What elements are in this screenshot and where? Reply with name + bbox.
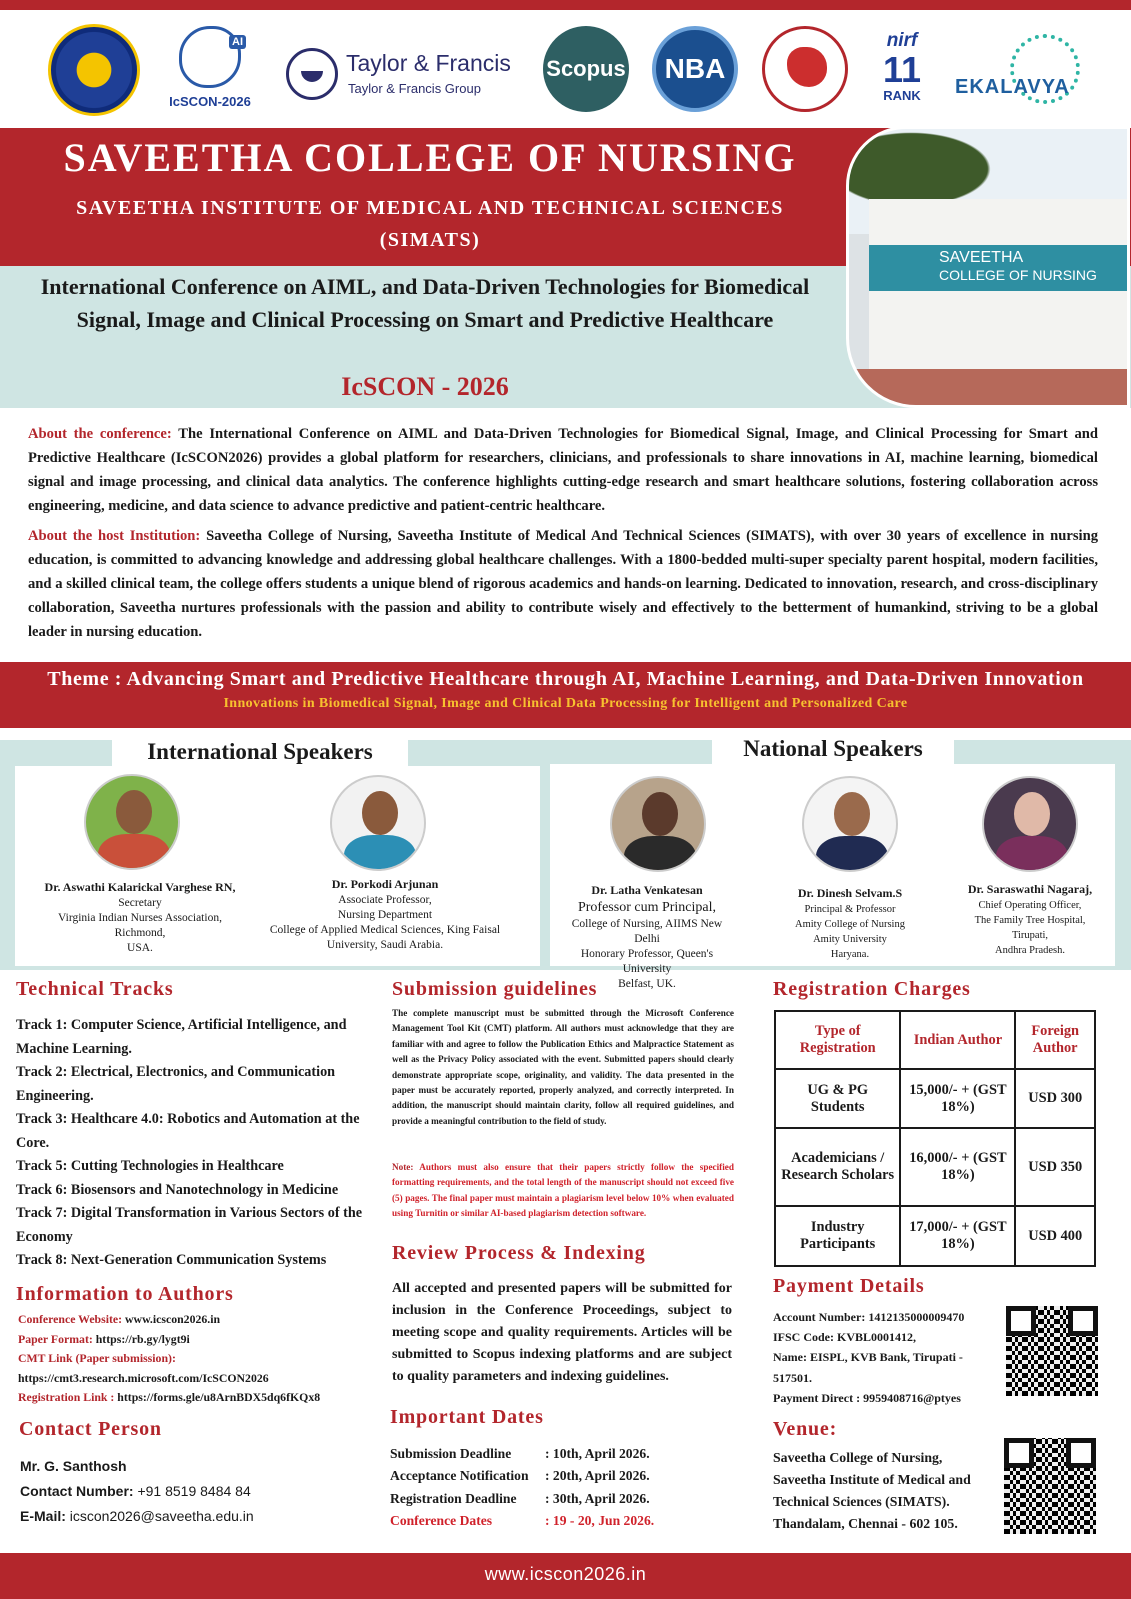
head-shape [362, 791, 398, 835]
body-shape [816, 836, 888, 872]
top-accent-bar [0, 0, 1131, 10]
head-shape [642, 792, 678, 836]
speaker-line: The Family Tree Hospital, [974, 915, 1086, 926]
speaker-line: Andhra Pradesh. [995, 945, 1065, 956]
note-text: Authors must also ensure that their papers strictly follow the specified formatting requirements, and the total length of the manuscript should not exceed five (5) pages. The final paper must maintain a plagiarism level below 10% when evaluated using Turnitin or similar AI-based plagiarism detection software. [392, 1162, 734, 1219]
institute-line-1: SAVEETHA INSTITUTE OF MEDICAL AND TECHNICAL SCIENCES [76, 197, 784, 219]
sign-line-1: SAVEETHA [939, 249, 1024, 266]
speaker-photo [802, 776, 898, 872]
speaker-name: Dr. Dinesh Selvam.S [797, 886, 903, 900]
head-shape [834, 792, 870, 836]
speaker-line: Belfast, UK. [618, 978, 676, 990]
authors-title: Information to Authors [16, 1283, 234, 1305]
head-shape [1014, 792, 1050, 836]
date-value: : 30th, April 2026. [545, 1490, 650, 1506]
speaker-card [562, 883, 732, 992]
payment-details [773, 1307, 995, 1408]
registration-cell: USD 350 [1015, 1128, 1095, 1206]
speaker-name: Dr. Saraswathi Nagaraj, [967, 882, 1093, 896]
dates-title: Important Dates [390, 1406, 544, 1428]
contact-title: Contact Person [19, 1418, 162, 1440]
date-value: : 10th, April 2026. [545, 1446, 650, 1461]
registration-cell: 15,000/- + (GST 18%) [900, 1069, 1015, 1128]
logo-row [0, 10, 1131, 128]
note-label: Note: [392, 1162, 414, 1172]
speaker-line: Honorary Professor, Queen's University [580, 948, 714, 975]
speaker-line: USA. [127, 942, 153, 954]
building-sign [869, 245, 1130, 291]
tracks-title: Technical Tracks [16, 978, 174, 1000]
national-speakers-title: National Speakers [712, 733, 954, 765]
speaker-photo [84, 774, 180, 870]
track-item: Track 2: Electrical, Electronics, and Communication Engineering. [16, 1064, 336, 1104]
brain-icon [179, 26, 241, 88]
format-row [18, 1330, 378, 1350]
tracks-list [16, 1014, 368, 1273]
nirf-rank: 11 [882, 49, 922, 90]
ekalavya-label: EKALAVYA [955, 76, 1070, 98]
speaker-line: Amity University [813, 934, 887, 945]
registration-row [18, 1388, 378, 1408]
speaker-line: Principal & Professor [804, 904, 896, 915]
contact-block [20, 1454, 380, 1529]
sign-line-2: COLLEGE OF NURSING [939, 267, 1097, 283]
scopus-logo: Scopus [543, 26, 629, 112]
date-value: : 20th, April 2026. [545, 1468, 650, 1484]
date-row [390, 1510, 740, 1532]
speaker-photo [610, 776, 706, 872]
contact-email-label: E-Mail: [20, 1508, 66, 1524]
date-label: Acceptance Notification [390, 1468, 529, 1484]
body-shape [996, 836, 1068, 872]
speaker-line: Virginia Indian Nurses Association, [58, 912, 222, 924]
institute-line-2: (SIMATS) [379, 229, 481, 251]
conference-acronym: IcSCON - 2026 [341, 372, 509, 401]
track-item: Track 1: Computer Science, Artificial Intelligence, and Machine Learning. [16, 1017, 347, 1057]
payment-name: Name: EISPL, KVB Bank, Tirupati - 517501. [773, 1350, 963, 1385]
contact-name: Mr. G. Santhosh [20, 1458, 127, 1474]
registration-cell: USD 300 [1015, 1069, 1095, 1128]
date-label: Submission Deadline [390, 1446, 512, 1461]
payment-title: Payment Details [773, 1275, 925, 1297]
date-row [390, 1465, 740, 1487]
registration-row [775, 1206, 1095, 1266]
venue-text: Saveetha College of Nursing, Saveetha Institute of Medical and Technical Sciences (SIMATS). Thandalam, Chennai - 602 105. [773, 1450, 971, 1531]
institute-name [0, 192, 860, 256]
tf-name: Taylor & Francis [346, 50, 511, 76]
theme-title: Theme : Advancing Smart and Predictive Healthcare through AI, Machine Learning, and Data-Driven Innovation [47, 668, 1084, 690]
date-label: Registration Deadline [390, 1490, 517, 1506]
payment-account: Account Number: 1412135000009470 [773, 1310, 965, 1324]
cmt-link[interactable]: https://cmt3.research.microsoft.com/IcSCON2026 [18, 1370, 269, 1385]
payment-qr-code[interactable] [1006, 1306, 1098, 1396]
building-shape [869, 199, 1130, 389]
about-conference [28, 422, 1098, 518]
review-title: Review Process & Indexing [392, 1242, 646, 1264]
track-item: Track 3: Healthcare 4.0: Robotics and Automation at the Core. [16, 1111, 360, 1151]
head-shape [116, 790, 152, 834]
registration-header: Indian Author [900, 1011, 1015, 1069]
registration-cell: USD 400 [1015, 1206, 1095, 1266]
about-host [28, 524, 1098, 644]
review-text: All accepted and presented papers will be submitted for inclusion in the Conference Proceedings, subject to meeting scope and quality requirements. Articles will be submitted to Scopus indexing platforms and are subject to quality parameters and indexing guidelines. [392, 1281, 732, 1384]
registration-cell: Academicians / Research Scholars [775, 1128, 900, 1206]
dates-table [390, 1443, 740, 1532]
speaker-line: Secretary [118, 897, 162, 909]
website-row [18, 1310, 378, 1330]
about-host-text: Saveetha College of Nursing, Saveetha Institute of Medical And Technical Sciences (SIMATS), with over 30 years of excellence in nursing education, is committed to advancing knowledge and addressing global healthcare challenges. With a 1800-bedded multi-super specialty parent hospital, modern facilities, and a skilled clinical team, the college offers students a unique blend of rigorous academics and hands-on learning. Dedicated to innovation, research, and cross-disciplinary collaboration, Saveetha nurtures professionals with the passion and ability to contribute wisely and effectively to the betterment of humankind, striving to be a global leader in nursing education. [28, 528, 1098, 640]
nba-logo: NBA [652, 26, 738, 112]
nirf-rank-label: RANK [883, 88, 921, 103]
body-shape [624, 836, 696, 872]
naac-logo [762, 26, 848, 112]
speaker-line: College of Nursing, AIIMS New Delhi [571, 918, 723, 945]
road-shape [849, 369, 1130, 408]
international-speakers-title: International Speakers [112, 736, 408, 768]
college-name: SAVEETHA COLLEGE OF NURSING [63, 135, 797, 180]
registration-cell: 16,000/- + (GST 18%) [900, 1128, 1015, 1206]
ekalavya-logo [955, 34, 1095, 114]
theme-banner [0, 662, 1131, 728]
date-label: Conference Dates [390, 1512, 493, 1528]
registration-label: Registration Link : [18, 1390, 115, 1404]
registration-cell: Industry Participants [775, 1206, 900, 1266]
speaker-photo [330, 775, 426, 871]
nirf-label: nirf [886, 30, 918, 51]
nirf-logo [872, 30, 932, 114]
date-row [390, 1443, 740, 1465]
about-conference-label: About the conference: [28, 426, 172, 442]
format-link[interactable]: https://rb.gy/lygt9i [92, 1331, 190, 1346]
track-item: Track 8: Next-Generation Communication Systems [16, 1252, 327, 1268]
website-label: Conference Website: [18, 1312, 123, 1326]
contact-number[interactable]: +91 8519 8484 84 [133, 1483, 251, 1499]
registration-row [775, 1069, 1095, 1128]
registration-cell: 17,000/- + (GST 18%) [900, 1206, 1015, 1266]
speaker-photo [982, 776, 1078, 872]
submission-title: Submission guidelines [392, 978, 598, 1000]
speaker-card [262, 877, 508, 953]
speaker-line: Professor cum Principal, [577, 900, 717, 915]
conference-title: International Conference on AIML, and Data-Driven Technologies for Biomedical Signal, Image and Clinical Processing on Smart and Predictive Healthcare [40, 274, 810, 332]
speaker-line: Associate Professor, [338, 894, 432, 906]
taylor-francis-logo [286, 44, 516, 104]
track-item: Track 5: Cutting Technologies in Healthcare [16, 1158, 284, 1174]
speaker-card [948, 882, 1112, 958]
date-value: : 19 - 20, Jun 2026. [545, 1512, 655, 1528]
speaker-name: Dr. Aswathi Kalarickal Varghese RN, [44, 880, 236, 894]
speaker-card [770, 886, 930, 962]
speaker-line: Amity College of Nursing [795, 919, 905, 930]
simats-seal-logo [48, 24, 140, 116]
submission-text: The complete manuscript must be submitted through the Microsoft Conference Management Tool Kit (CMT) platform. All authors must acknowledge that they are familiar with and agree to follow the Publication Ethics and Malpractice Statement as well as the Privacy Policy associated with the event. Submitted papers should clearly demonstrate appropriate scope, originality, and validity. The data presented in the paper must be accurately reported, properly analyzed, and correctly interpreted. In addition, the manuscript should maintain clarity, follow all required guidelines, and provide a meaningful contribution to the field of study. [392, 1008, 734, 1126]
registration-table [774, 1010, 1096, 1267]
contact-email[interactable]: icscon2026@saveetha.edu.in [65, 1508, 254, 1524]
speaker-card [40, 880, 240, 956]
date-row [390, 1488, 740, 1510]
speaker-line: Haryana. [830, 949, 870, 960]
body-shape [98, 834, 170, 870]
speaker-line: Chief Operating Officer, [978, 900, 1082, 911]
lamp-icon [286, 48, 338, 100]
registration-header: Foreign Author [1015, 1011, 1095, 1069]
about-host-label: About the host Institution: [28, 528, 201, 544]
speaker-line: Richmond, [114, 927, 166, 939]
registration-cell: UG & PG Students [775, 1069, 900, 1128]
icscon-brain-logo [165, 26, 255, 118]
submission-note [392, 1160, 734, 1222]
footer-url[interactable]: www.icscon2026.in [0, 1553, 1131, 1599]
speaker-line: Tirupati, [1011, 930, 1049, 941]
registration-header-row [775, 1011, 1095, 1069]
speaker-line: University, Saudi Arabia. [326, 939, 444, 951]
venue-title: Venue: [773, 1418, 838, 1440]
speaker-name: Dr. Porkodi Arjunan [331, 877, 439, 891]
payment-ifsc: IFSC Code: KVBL0001412, [773, 1330, 917, 1345]
theme-subtitle: Innovations in Biomedical Signal, Image and Clinical Data Processing for Intelligent and Personalized Care [223, 696, 908, 711]
registration-header: Type of Registration [775, 1011, 900, 1069]
body-shape [344, 835, 416, 871]
track-item: Track 7: Digital Transformation in Various Sectors of the Economy [16, 1205, 363, 1245]
track-item: Track 6: Biosensors and Nanotechnology in Medicine [16, 1181, 339, 1198]
authors-info [18, 1310, 378, 1408]
about-conference-text: The International Conference on AIML and Data-Driven Technologies for Biomedical Signal, Image, and Clinical Processing for Smart and Predictive Healthcare (IcSCON2026) provides a global platform for researchers, clinicians, and professionals to share innovations in AI, machine learning, biomedical signal and image processing, and clinical data analytics. The conference highlights cutting-edge research and smart healthcare solutions, fostering collaboration across engineering, medicine, and data science to advance predictive and patient-centric healthcare. [28, 426, 1098, 514]
registration-link[interactable]: https://forms.gle/u8ArnBDX5dq6fKQx8 [114, 1390, 321, 1404]
format-label: Paper Format: [18, 1331, 93, 1346]
website-link[interactable]: www.icscon2026.in [122, 1312, 221, 1326]
college-building-photo [846, 126, 1130, 408]
speaker-name: Dr. Latha Venkatesan [591, 883, 703, 897]
registration-row [775, 1128, 1095, 1206]
payment-direct: Payment Direct : 9959408716@ptyes [773, 1390, 961, 1405]
tf-group: Taylor & Francis Group [348, 81, 481, 96]
speaker-line: Nursing Department [337, 909, 433, 921]
speaker-line: College of Applied Medical Sciences, King Faisal [269, 924, 501, 936]
registration-title: Registration Charges [773, 978, 971, 1000]
contact-number-label: Contact Number: [20, 1483, 134, 1499]
venue-qr-code[interactable] [1004, 1438, 1096, 1534]
icscon-logo-label: IcSCON-2026 [169, 94, 251, 109]
cmt-label: CMT Link (Paper submission): [18, 1351, 176, 1365]
